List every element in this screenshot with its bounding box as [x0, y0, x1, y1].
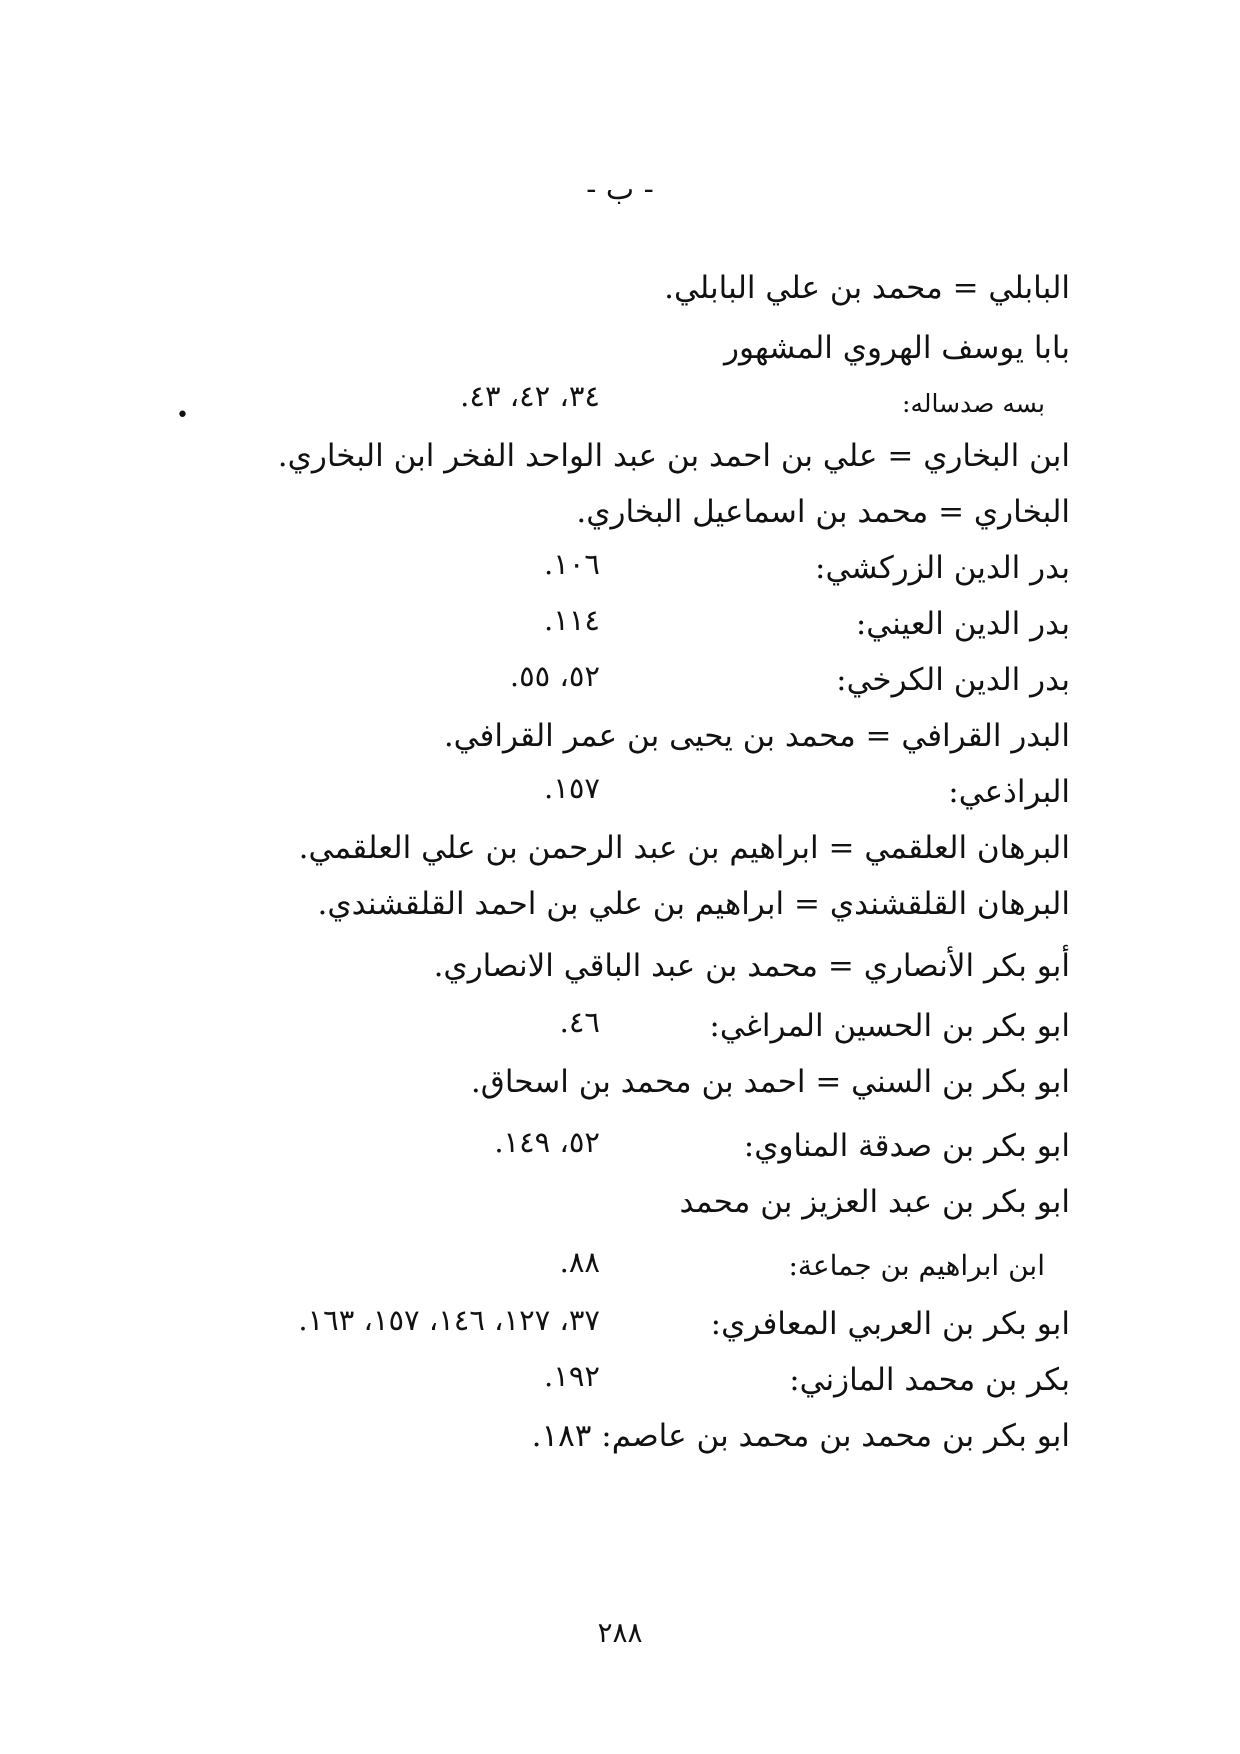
- entry-name: ابن البخاري = علي بن احمد بن عبد الواحد الفخر ابن البخاري.: [277, 438, 1070, 474]
- entry-pages: ١١٤.: [544, 603, 600, 637]
- section-letter-heading: - ب -: [586, 172, 654, 207]
- entry-name: ابو بكر بن عبد العزيز بن محمد: [679, 1184, 1070, 1220]
- entry-name: ابو بكر بن محمد بن محمد بن عاصم: ١٨٣.: [531, 1418, 1070, 1454]
- entry-pages: ٨٨.: [559, 1245, 600, 1279]
- entry-pages: ٤٦.: [559, 1005, 600, 1039]
- index-entry: [680, 1180, 1070, 1224]
- index-entry: [434, 944, 1070, 988]
- index-entry: [444, 714, 1070, 758]
- index-entry: [532, 1414, 1070, 1458]
- entry-name: بدر الدين الزركشي:: [815, 550, 1070, 586]
- entry-name: ابن ابراهيم بن جماعة:: [788, 1249, 1045, 1282]
- entry-name: بسه صدساله:: [902, 389, 1045, 418]
- entry-name: البرهان القلقشندي = ابراهيم بن علي بن احمد القلقشندي.: [317, 886, 1070, 922]
- index-entry: [664, 266, 1070, 310]
- index-entry: [815, 546, 1070, 590]
- entry-pages: ٥٢، ١٤٩.: [494, 1125, 600, 1159]
- entry-name: البخاري = محمد بن اسماعيل البخاري.: [576, 494, 1070, 530]
- index-entry: [788, 1244, 1045, 1288]
- entry-name: البابلي = محمد بن علي البابلي.: [664, 270, 1070, 306]
- index-entry: [789, 1358, 1070, 1402]
- index-entry: [317, 882, 1070, 926]
- index-entry: [576, 490, 1070, 534]
- entry-pages: ٥٢، ٥٥.: [509, 659, 600, 693]
- index-entry: [948, 770, 1070, 814]
- entry-name: البرهان العلقمي = ابراهيم بن عبد الرحمن بن علي العلقمي.: [298, 830, 1070, 866]
- entry-pages: ١٥٧.: [544, 771, 600, 805]
- index-entry: [278, 434, 1070, 478]
- page-number: ٢٨٨: [597, 1616, 643, 1649]
- entry-pages: ٣٤، ٤٢، ٤٣.: [460, 379, 600, 413]
- entry-pages: ١٠٦.: [544, 547, 600, 581]
- entry-name: بابا يوسف الهروي المشهور: [723, 330, 1070, 366]
- entry-name: ابو بكر بن العربي المعافري:: [710, 1306, 1070, 1342]
- index-entry: [902, 382, 1045, 426]
- index-entry: [744, 1124, 1070, 1168]
- entry-name: البراذعي:: [948, 774, 1070, 810]
- index-entry: [299, 826, 1070, 870]
- stray-ink-mark: •: [176, 403, 189, 428]
- index-entry: [836, 658, 1070, 702]
- index-entry: [711, 1302, 1070, 1346]
- entry-name: ابو بكر بن الحسين المراغي:: [709, 1008, 1070, 1044]
- entry-name: البدر القرافي = محمد بن يحيى بن عمر القرافي.: [443, 718, 1070, 754]
- entry-name: ابو بكر بن السني = احمد بن محمد بن اسحاق.: [470, 1064, 1070, 1100]
- entry-name: بدر الدين العيني:: [855, 606, 1070, 642]
- entry-name: بكر بن محمد المازني:: [789, 1362, 1070, 1398]
- entry-name: بدر الدين الكرخي:: [836, 662, 1070, 698]
- index-entry: [471, 1060, 1070, 1104]
- entry-name: أبو بكر الأنصاري = محمد بن عبد الباقي الانصاري.: [433, 948, 1070, 984]
- index-entry: [856, 602, 1070, 646]
- index-entry: [709, 1004, 1070, 1048]
- entry-pages: ٣٧، ١٢٧، ١٤٦، ١٥٧، ١٦٣.: [298, 1303, 600, 1337]
- entry-pages: ١٩٢.: [544, 1359, 600, 1393]
- index-entry: [724, 326, 1070, 370]
- entry-name: ابو بكر بن صدقة المناوي:: [743, 1128, 1070, 1164]
